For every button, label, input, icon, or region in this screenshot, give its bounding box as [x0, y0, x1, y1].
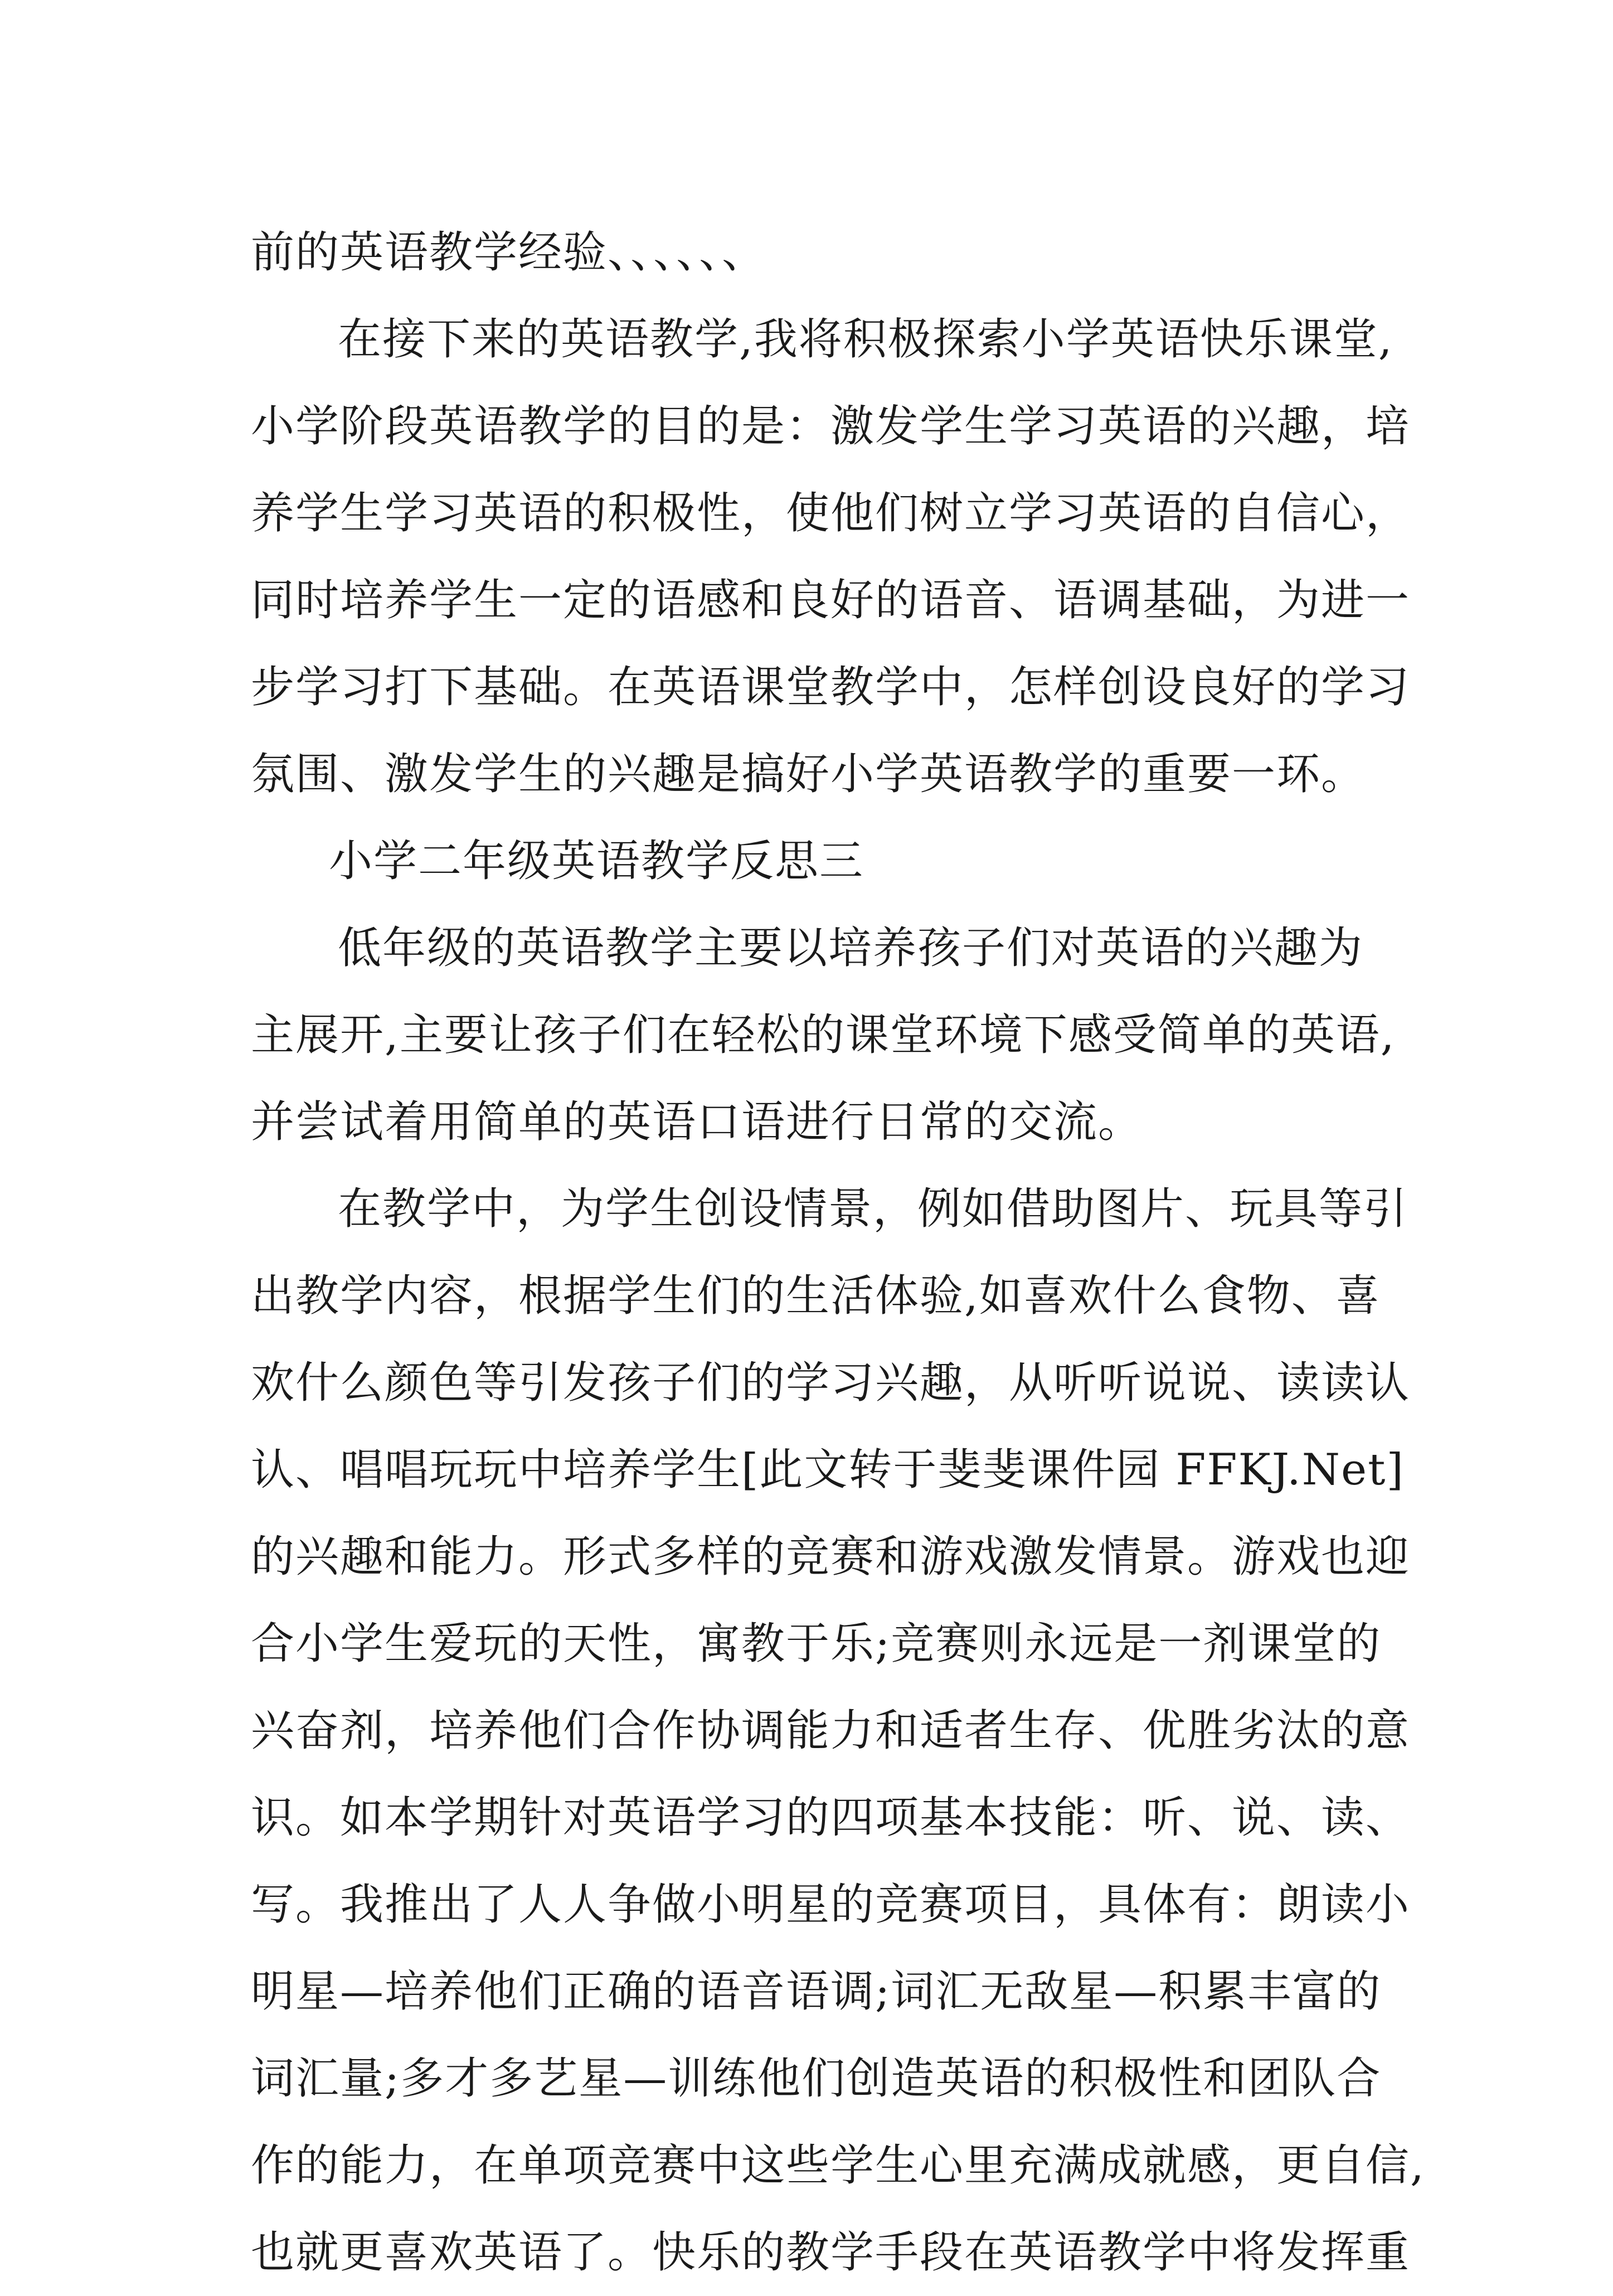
- paragraph-line: 在接下来的英语教学,我将积极探索小学英语快乐课堂,: [338, 314, 1393, 365]
- text-line: 作的能力，在单项竞赛中这些学生心里充满成就感，更自信,: [251, 2140, 1425, 2191]
- section-heading: 小学二年级英语教学反思三: [329, 836, 864, 886]
- text-line: 小学阶段英语教学的目的是：激发学生学习英语的兴趣，培: [251, 401, 1411, 452]
- text-line: 认、唱唱玩玩中培养学生[此文转于斐斐课件园 FFKJ.Net]: [251, 1445, 1405, 1495]
- text-line: 同时培养学生一定的语感和良好的语音、语调基础，为进一: [251, 575, 1411, 625]
- paragraph-line: 在教学中，为学生创设情景，例如借助图片、玩具等引: [338, 1184, 1408, 1234]
- text-line: 识。如本学期针对英语学习的四项基本技能：听、说、读、: [251, 1793, 1411, 1843]
- document-body: [251, 209, 1425, 2296]
- paragraph-line: 低年级的英语教学主要以培养孩子们对英语的兴趣为: [338, 923, 1364, 973]
- text-line: 的兴趣和能力。形式多样的竞赛和游戏激发情景。游戏也迎: [251, 1532, 1411, 1582]
- text-line: 欢什么颜色等引发孩子们的学习兴趣，从听听说说、读读认: [251, 1358, 1411, 1408]
- text-line: 词汇量;多才多艺星—训练他们创造英语的积极性和团队合: [251, 2054, 1382, 2104]
- text-line: 并尝试着用简单的英语口语进行日常的交流。: [251, 1097, 1143, 1147]
- text-line: 出教学内容，根据学生们的生活体验,如喜欢什么食物、喜: [251, 1271, 1381, 1321]
- text-line: 写。我推出了人人争做小明星的竞赛项目，具体有：朗读小: [251, 1880, 1411, 1930]
- text-line: 兴奋剂，培养他们合作协调能力和适者生存、优胜劣汰的意: [251, 1706, 1411, 1756]
- text-line: 氛围、激发学生的兴趣是搞好小学英语教学的重要一环。: [251, 749, 1366, 799]
- text-line: 养学生学习英语的积极性，使他们树立学习英语的自信心，: [251, 488, 1411, 538]
- text-line: 也就更喜欢英语了。快乐的教学手段在英语教学中将发挥重: [251, 2227, 1411, 2278]
- text-line: 步学习打下基础。在英语课堂教学中，怎样创设良好的学习: [251, 662, 1411, 712]
- text-line: 明星—培养他们正确的语音语调;词汇无敌星—积累丰富的: [251, 1967, 1382, 2017]
- text-line: 前的英语教学经验、、、、、、: [251, 227, 767, 278]
- text-line: 合小学生爱玩的天性，寓教于乐;竞赛则永远是一剂课堂的: [251, 1619, 1382, 1669]
- text-line: 主展开,主要让孩子们在轻松的课堂环境下感受简单的英语,: [251, 1010, 1396, 1060]
